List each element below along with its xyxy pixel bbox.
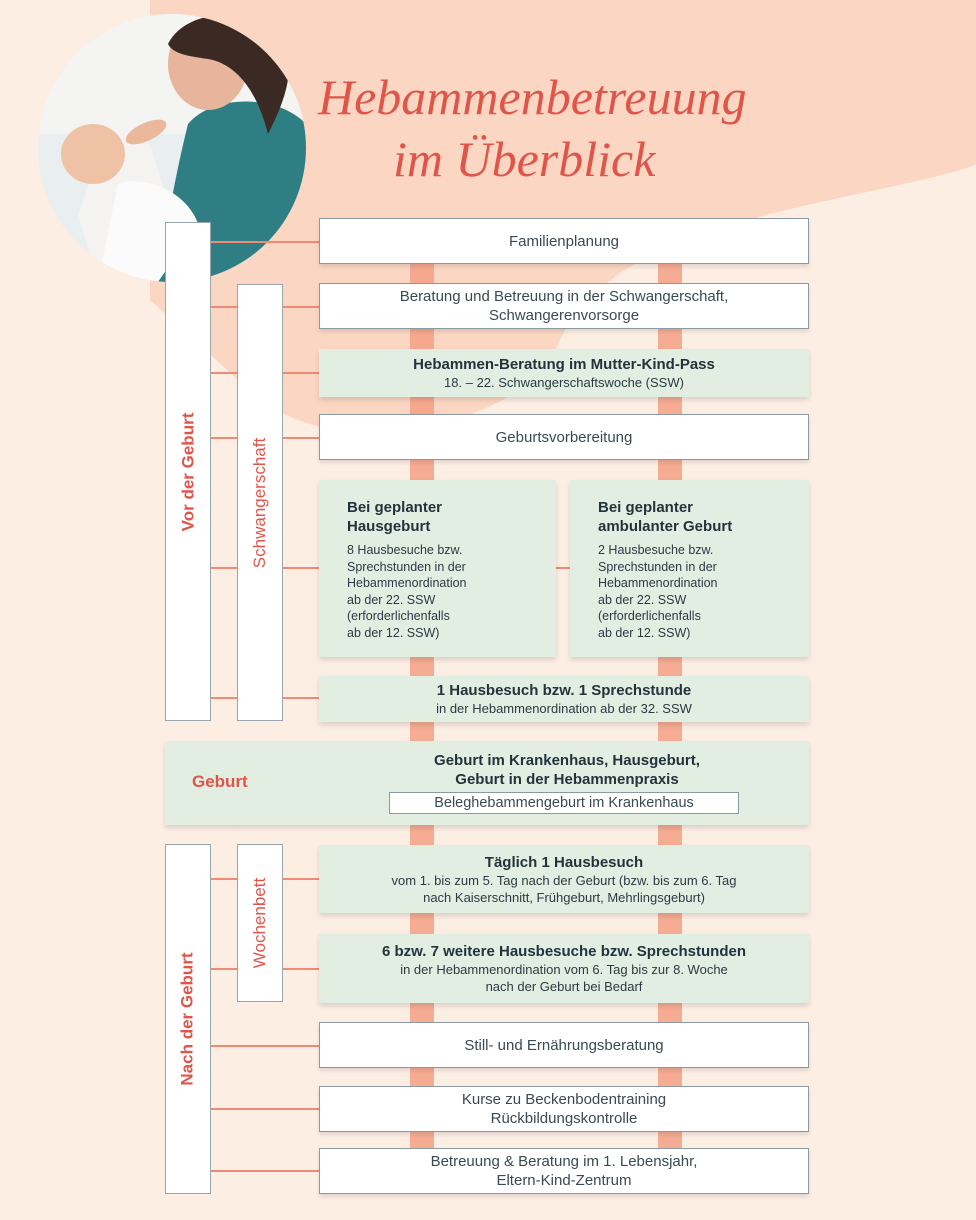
page-title-line1: Hebammenbetreuung <box>318 69 747 125</box>
step-outpatient-birth-head2: ambulanter Geburt <box>598 518 733 535</box>
connector-line <box>211 878 237 880</box>
step-mkp-consult-head: Hebammen-Beratung im Mutter-Kind-Pass <box>413 356 715 373</box>
step-outpatient-birth-line: Hebammenordination <box>598 576 718 590</box>
step-daily-visit <box>319 845 809 913</box>
phase-bar-before-birth <box>165 222 211 721</box>
connector-line <box>211 372 237 374</box>
step-daily-visit-head: Täglich 1 Hausbesuch <box>484 853 644 871</box>
phase-label-pregnancy: Schwangerschaft <box>250 437 269 568</box>
step-home-birth-line: Sprechstunden in der <box>347 559 466 574</box>
step-mkp-consult-sub: 18. – 22. Schwangerschaftswoche (SSW) <box>444 375 684 390</box>
birth-band-sub <box>389 792 739 814</box>
step-home-birth-head1: Bei geplanter <box>347 499 443 516</box>
step-visit-32-sub: in der Hebammenordination ab der 32. SSW <box>436 701 692 716</box>
connector-line <box>283 968 319 970</box>
step-outpatient-birth-line: ab der 12. SSW) <box>598 625 691 640</box>
phase-label-before-birth: Vor der Geburt <box>178 412 198 531</box>
connector-line <box>211 1045 319 1047</box>
connector-line <box>211 968 237 970</box>
phase-bar-pregnancy <box>237 284 283 721</box>
connector-line <box>211 437 237 439</box>
step-outpatient-birth <box>570 480 809 657</box>
step-first-year-line1: Betreuung & Beratung im 1. Lebensjahr, <box>430 1153 698 1170</box>
step-pelvic <box>319 1086 809 1132</box>
step-daily-visit-sub1: vom 1. bis zum 5. Tag nach der Geburt (bzw. bis zum 6. Tag <box>391 872 737 888</box>
step-pelvic-line1: Kurse zu Beckenbodentraining <box>461 1091 667 1108</box>
connector-line <box>283 567 319 569</box>
birth-band-sub-text: Beleghebammengeburt im Krankenhaus <box>434 795 694 811</box>
step-birth-prep <box>319 414 809 460</box>
phase-label-after-birth: Nach der Geburt <box>178 952 198 1086</box>
connector-line <box>283 437 319 439</box>
step-family-planning <box>319 218 809 264</box>
step-home-birth-line: ab der 22. SSW <box>347 592 436 607</box>
connector-line <box>211 567 237 569</box>
step-outpatient-birth-line: ab der 22. SSW <box>598 592 687 607</box>
step-pelvic-line2: Rückbildungskontrolle <box>490 1110 638 1127</box>
step-further-visits-head: 6 bzw. 7 weitere Hausbesuche bzw. Sprechstunden <box>382 943 746 960</box>
connector-line <box>211 241 319 243</box>
connector-line <box>283 306 319 308</box>
page-title-line2: im Überblick <box>393 131 656 187</box>
step-outpatient-birth-head1: Bei geplanter <box>598 499 694 516</box>
connector-line <box>283 372 319 374</box>
step-outpatient-birth-head <box>598 498 732 536</box>
step-first-year-line2: Eltern-Kind-Zentrum <box>496 1172 632 1189</box>
birth-band-head1: Geburt im Krankenhaus, Hausgeburt, <box>434 752 700 769</box>
step-home-birth-line: Hebammenordination <box>347 576 467 590</box>
connector-line <box>211 697 237 699</box>
step-visit-32-head: 1 Hausbesuch bzw. 1 Sprechstunde <box>436 682 692 699</box>
phase-label-birth: Geburt <box>192 772 248 791</box>
connector-line <box>283 878 319 880</box>
phase-bar-postpartum <box>237 844 283 1002</box>
phase-bar-after-birth <box>165 844 211 1194</box>
step-further-visits-sub2: nach der Geburt bei Bedarf <box>485 979 643 994</box>
connector-line <box>211 1170 319 1172</box>
step-birth-prep-text: Geburtsvorbereitung <box>495 428 633 446</box>
step-home-birth-head2: Hausgeburt <box>347 518 431 535</box>
step-pregnancy-care-line1: Beratung und Betreuung in der Schwangerschaft, <box>399 288 729 305</box>
step-mkp-consult <box>319 349 809 397</box>
step-home-birth-head <box>347 498 442 536</box>
step-breastfeeding-text: Still- und Ernährungsberatung <box>464 1036 664 1054</box>
step-pregnancy-care-line2: Schwangerenvorsorge <box>488 307 640 324</box>
step-pregnancy-care <box>319 283 809 329</box>
step-outpatient-birth-line: Sprechstunden in der <box>598 559 717 574</box>
step-home-birth-line: (erforderlichenfalls <box>347 609 450 623</box>
step-further-visits-sub1: in der Hebammenordination vom 6. Tag bis zur 8. Woche <box>400 962 728 977</box>
phase-label-postpartum: Wochenbett <box>250 877 270 969</box>
step-family-planning-text: Familienplanung <box>508 232 620 250</box>
step-home-birth-line: 8 Hausbesuche bzw. <box>347 543 463 557</box>
step-breastfeeding <box>319 1022 809 1068</box>
connector-line <box>283 697 319 699</box>
step-outpatient-birth-line: (erforderlichenfalls <box>598 609 701 623</box>
step-visit-32 <box>319 676 809 722</box>
connector-line <box>211 306 237 308</box>
connector-line <box>211 1108 319 1110</box>
step-daily-visit-sub2: nach Kaiserschnitt, Frühgeburt, Mehrlingsgeburt) <box>423 889 705 905</box>
step-home-birth <box>319 480 556 657</box>
step-home-birth-line: ab der 12. SSW) <box>347 625 440 640</box>
birth-band-head2: Geburt in der Hebammenpraxis <box>455 771 679 788</box>
step-further-visits <box>319 934 809 1003</box>
step-outpatient-birth-line: 2 Hausbesuche bzw. <box>598 543 714 557</box>
connector-line <box>556 567 570 569</box>
step-first-year <box>319 1148 809 1194</box>
